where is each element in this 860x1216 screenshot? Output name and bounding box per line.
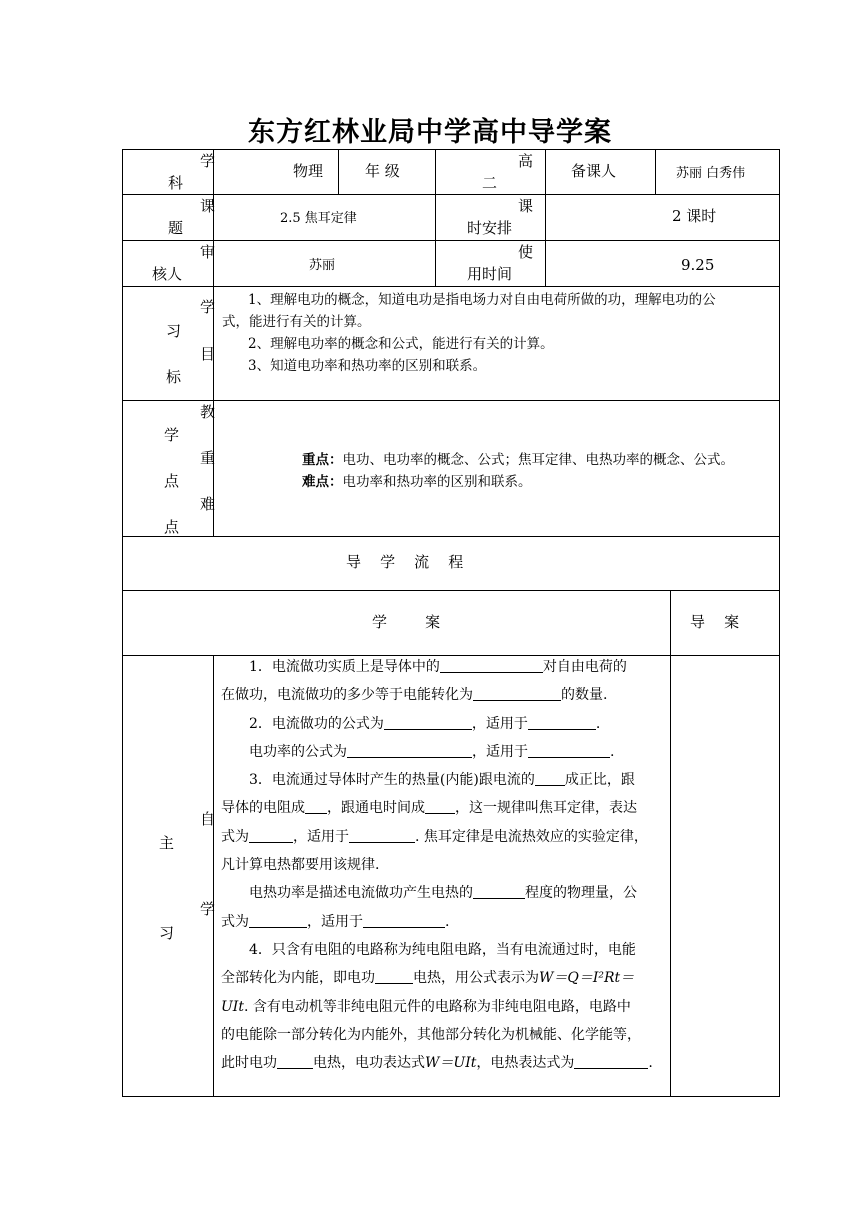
question-1: 1．电流做功实质上是导体中的 对自由电荷的 — [249, 659, 627, 675]
guide-plan-header: 导 案 — [690, 613, 740, 631]
goals-label-4: 标 — [166, 368, 182, 386]
flow-header: 导 学 流 程 — [346, 553, 464, 571]
date-label-top: 使 — [518, 243, 534, 261]
goals-label-2: 习 — [166, 322, 182, 340]
topic-label-top: 课 — [200, 197, 216, 215]
answer-blank[interactable] — [363, 913, 445, 928]
answer-blank[interactable] — [528, 715, 596, 730]
page-title: 东方红林业局中学高中导学案 — [248, 117, 612, 148]
self-study-label-4: 习 — [159, 924, 175, 942]
grade-label: 年 级 — [365, 162, 400, 180]
goal-item-3: 3、知道电功率和热功率的区别和联系。 — [248, 358, 487, 374]
date-label-bottom: 用时间 — [467, 265, 513, 283]
hours-label-bottom: 时安排 — [467, 219, 513, 237]
answer-blank[interactable] — [528, 743, 610, 758]
answer-blank[interactable] — [375, 969, 413, 984]
hours-value: 2 课时 — [672, 207, 717, 225]
answer-blank[interactable] — [473, 884, 525, 899]
self-study-label-1: 自 — [200, 810, 216, 828]
review-label-top: 审 — [200, 243, 216, 261]
self-study-label-2: 主 — [159, 834, 175, 852]
answer-blank[interactable] — [384, 715, 472, 730]
goals-text — [222, 289, 778, 377]
focus-label: 重点： — [302, 452, 343, 468]
topic-value: 2.5 焦耳定律 — [280, 211, 357, 226]
review-value: 苏丽 — [309, 258, 336, 273]
keypoints-label-5: 难 — [200, 495, 216, 513]
keypoints-label-4: 点 — [164, 472, 180, 490]
subject-value: 物理 — [293, 162, 324, 180]
goal-item-1: 1、理解电功的概念，知道电功是指电场力对自由电荷所做的功，理解电功的公 — [248, 292, 716, 308]
keypoints-label-1: 教 — [200, 403, 216, 421]
question-2: 2．电流做功的公式为 ，适用于 . — [249, 715, 601, 732]
answer-blank[interactable] — [349, 828, 415, 843]
date-value: 9.25 — [681, 256, 715, 274]
grade-value-top: 高 — [518, 152, 534, 170]
answer-blank[interactable] — [277, 1054, 313, 1069]
grade-value-bottom: 二 — [482, 174, 498, 192]
answer-blank[interactable] — [347, 743, 472, 758]
question-4: 4．只含有电阻的电路称为纯电阻电路，当有电流通过时，电能 — [249, 941, 636, 958]
question-3: 3．电流通过导体时产生的热量(内能)跟电流的 成正比，跟 — [249, 772, 635, 789]
self-study-label-3: 学 — [200, 900, 216, 918]
self-study-questions: 1．电流做功实质上是导体中的 对自由电荷的 在做功，电流做功的多少等于电能转化为 的数量. 2．电流做功的公式为 ，适用于 . 电功率的公式为 ，适用于 . 3．电流通过导体时产生的热量(内能)跟电流的 成正比，跟 导体的电阻成 ，跟通电时间成 ，这一规律叫焦耳定律，表达 式为 ，适用于 . 焦耳定律是电流热效应的实验定律， 凡计算电热都要用该规律. 电热功率是描述电流做功产生电热的 程度的物理量，公 式为 ，适用于 . 4．只含有电阻的电路称为纯电阻电路，当有电流通过时，电能 全部转化为内能，即电功 电热，用公式表示为W＝Q＝I²Rt＝ UIt. 含有电动机等非纯电阻元件的电路称为非纯电阻电路，电路中 的电能除一部分转化为内能外，其他部分转化为机械能、化学能等， 此时电功 电热，电功表达式W＝UIt，电热表达式为 . — [221, 653, 667, 1077]
answer-blank[interactable] — [440, 658, 543, 673]
study-plan-header: 学 案 — [372, 613, 441, 631]
goals-label-3: 目 — [200, 345, 216, 363]
answer-blank[interactable] — [305, 799, 327, 814]
difficulty-text: 电功率和热功率的区别和联系。 — [342, 474, 532, 490]
hours-label-top: 课 — [518, 197, 534, 215]
preparer-value: 苏丽 白秀伟 — [676, 166, 746, 181]
focus-text: 电功、电功率的概念、公式；焦耳定律、电热功率的概念、公式。 — [342, 452, 734, 468]
answer-blank[interactable] — [249, 828, 293, 843]
keypoints-label-6: 点 — [164, 518, 180, 536]
subject-label-top: 学 — [200, 152, 216, 170]
answer-blank[interactable] — [425, 799, 455, 814]
topic-label-bottom: 题 — [168, 219, 184, 237]
answer-blank[interactable] — [473, 686, 561, 701]
goals-label-1: 学 — [200, 298, 216, 316]
subject-label-bottom: 科 — [168, 174, 184, 192]
goal-item-1-cont: 式，能进行有关的计算。 — [222, 314, 371, 330]
keypoints-label-3: 重 — [200, 449, 216, 467]
review-label-bottom: 核人 — [152, 265, 183, 283]
answer-blank[interactable] — [249, 913, 307, 928]
preparer-label: 备课人 — [571, 162, 617, 180]
answer-blank[interactable] — [535, 771, 565, 786]
difficulty-label: 难点： — [302, 474, 343, 490]
keypoints-text — [302, 449, 780, 493]
answer-blank[interactable] — [574, 1054, 648, 1069]
keypoints-label-2: 学 — [164, 426, 180, 444]
goal-item-2: 2、理解电功率的概念和公式，能进行有关的计算。 — [248, 336, 554, 352]
